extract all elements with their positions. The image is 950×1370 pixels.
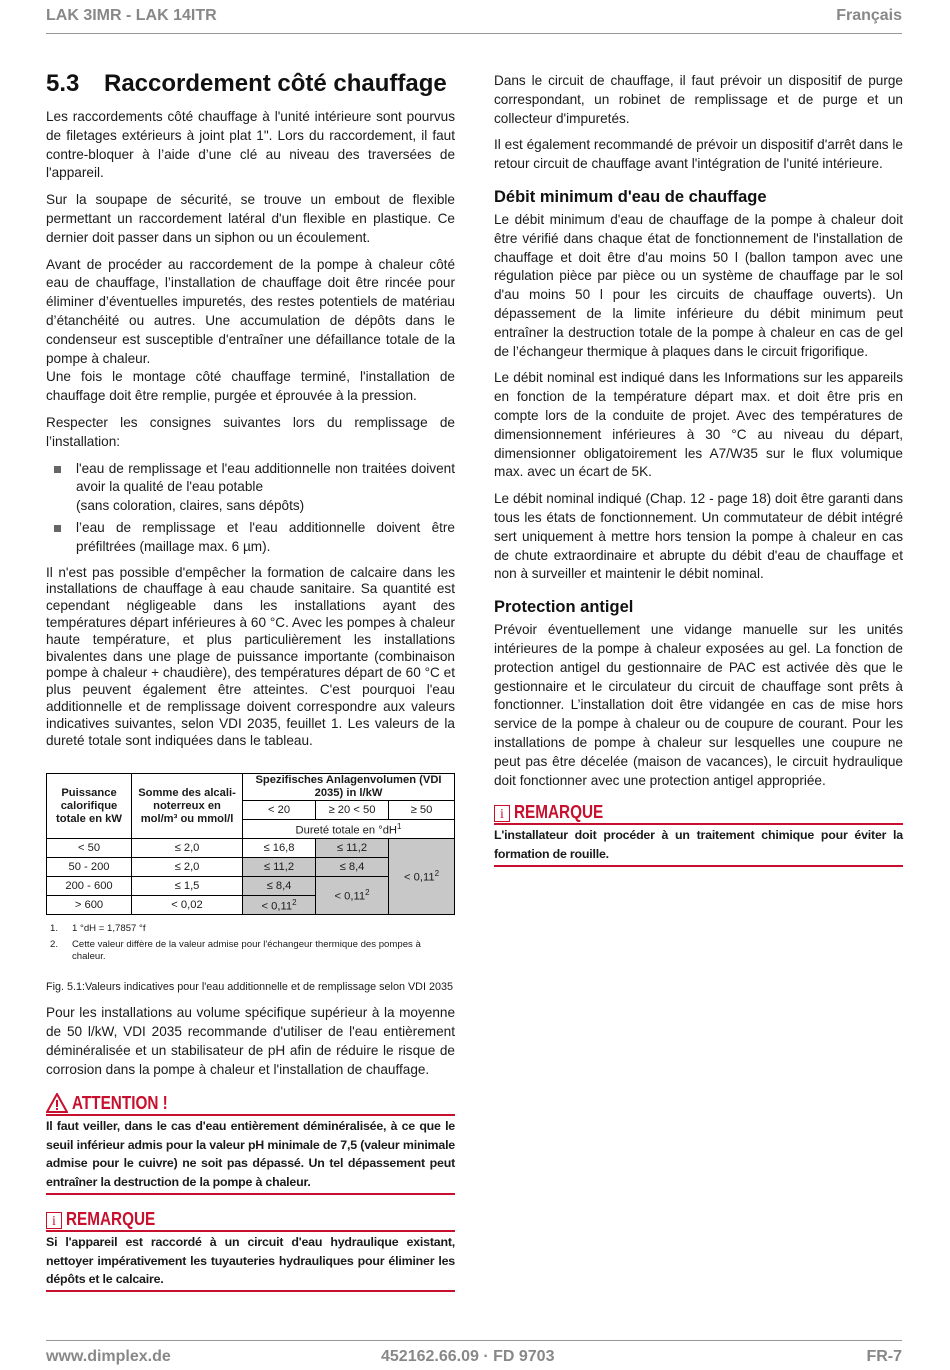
attention-box	[46, 1093, 455, 1195]
table-cell: ≤ 2,0	[132, 839, 243, 858]
footnote	[46, 923, 455, 935]
list-item-text: l’eau de remplissage et l'eau additionnelle doivent être préfiltrées (maillage max. 6 µm).	[76, 519, 455, 554]
bullet-list	[46, 460, 455, 557]
left-column	[46, 70, 455, 1292]
header-language: Français	[836, 7, 902, 24]
footnote-number: 1.	[50, 923, 59, 935]
footer-page-number: FR-7	[866, 1348, 902, 1365]
table-cell: < 0,02	[132, 896, 243, 915]
info-icon: i	[46, 1212, 62, 1229]
table-cell: > 600	[47, 896, 132, 915]
footnote-text: 1 °dH = 1,7857 °f	[72, 923, 146, 935]
remark-header	[494, 802, 903, 825]
table-cell: ≤ 8,4	[316, 858, 389, 877]
table-cell: ≤ 8,4	[243, 877, 316, 896]
square-bullet-icon	[54, 466, 61, 473]
paragraph: Prévoir éventuellement une vidange manuelle sur les unités intérieures de la pompe à chaleur exposées au gel. La fonction de protection antigel du gestionnaire de PAC est activée dès que le gestionnaire et le circulateur du circuit de chauffage sont prêts à fonctionner. L’installation doit être vidangée en cas de mise hors service de la pompe à chaleur ou de coupure de courant. Pour les installations de pompe à chaleur sur lesquelles une coupure ne peut pas être décelée (maison de vacances), le circuit hydraulique doit fonctionner avec une protection antigel appropriée.	[494, 622, 903, 788]
table-cell: ≤ 2,0	[132, 858, 243, 877]
hardness-label: Dureté totale en °dH	[295, 824, 398, 837]
footer-doc-number: 452162.66.09 · FD 9703	[381, 1348, 555, 1365]
figure-caption: Fig. 5.1:Valeurs indicatives pour l'eau additionnelle et de remplissage selon VDI 2035	[46, 981, 453, 994]
table-header-hardness	[243, 820, 455, 839]
table-cell: < 50	[47, 839, 132, 858]
remark-header	[46, 1209, 455, 1232]
footnote-number: 2.	[50, 939, 59, 951]
table-header-lt20: < 20	[243, 801, 316, 820]
table-header-specific-volume: Spezifisches Anlagenvolumen (VDI 2035) in l/kW	[243, 774, 455, 801]
attention-header	[46, 1093, 455, 1116]
table-cell: 50 - 200	[47, 858, 132, 877]
list-item	[46, 519, 455, 557]
attention-text: Il faut veiller, dans le cas d'eau entièrement déminéralisée, à ce que le seuil inférieur admis pour la valeur pH minimale de 7,5 (valeur minimale admise pour le cuivre) ne soit pas dépassé. Un tel dépassement peut entraîner la destruction de la pompe à chaleur.	[46, 1116, 455, 1195]
table-cell-merged	[316, 877, 389, 915]
list-item-text: (sans coloration, claires, sans dépôts)	[76, 498, 305, 514]
footer-divider	[46, 1340, 902, 1341]
subheading-antigel: Protection antigel	[494, 598, 634, 617]
remark-box	[46, 1209, 455, 1292]
footnotes	[46, 923, 455, 963]
paragraph: Il est également recommandé de prévoir un dispositif d'arrêt dans le retour circuit de chauffage avant l'intégration de l'unité intérieure.	[494, 137, 903, 172]
footnote-ref: 2	[365, 888, 370, 898]
remark-title: REMARQUE	[514, 802, 604, 823]
right-column	[494, 72, 903, 867]
remark-title: REMARQUE	[66, 1209, 156, 1230]
table-header-ge50: ≥ 50	[389, 801, 455, 820]
paragraph: Pour les installations au volume spécifique supérieur à la moyenne de 50 l/kW, VDI 2035 recommande d'utiliser de l'eau entièrement déminéralisée et un stabilisateur de pH afin de réduire le risque de corrosion dans la pompe à chaleur et l'installation de chauffage.	[46, 1005, 455, 1077]
remark-text: Si l'appareil est raccordé à un circuit d'eau hydraulique existant, nettoyer impérativement les tuyauteries hydrauliques pour éliminer les dépôts et le calcaire.	[46, 1232, 455, 1292]
paragraph: Il n'est pas possible d'empêcher la formation de calcaire dans les installations de chauffage à eau chaude sanitaire. Sa quantité est cependant négligeable dans les installations ayant des températures départ inférieures à 60 °C. Avec les pompes à chaleur haute température, et plus particulièrement les installations bivalentes dans une plage de puissance importante (combinaison pompe à chaleur + chaudière), des températures départ de 60 °C et plus peuvent également être atteintes. C'est pourquoi l'eau additionnelle et de remplissage doivent correspondre aux valeurs indicatives suivantes, selon VDI 2035, feuillet 1. Les valeurs de la dureté totale sont indiquées dans le tableau.	[46, 564, 455, 748]
paragraph: Le débit minimum d'eau de chauffage de la pompe à chaleur doit être vérifié dans chaque état de fonctionnement de l'installation de chauffage et doit être d'au moins 50 l (ballon tampon avec une régulation pièce par pièce ou un système de chauffage par le sol d'au moins 50 l pour les circuits de chauffage ouverts). Un dépassement de la limite inférieure du débit minimum peut entraîner la destruction totale de la pompe à chaleur en cas de gel de l’échangeur thermique à plaques dans le circuit frigorifique.	[494, 211, 903, 359]
paragraph: Respecter les consignes suivantes lors du remplissage de l’installation:	[46, 414, 455, 449]
table-header-20-50: ≥ 20 < 50	[316, 801, 389, 820]
square-bullet-icon	[54, 525, 61, 532]
list-item	[46, 460, 455, 516]
section-title: Raccordement côté chauffage	[104, 70, 447, 97]
paragraph: Le débit nominal est indiqué dans les Informations sur les appareils en fonction de la température départ max. et doit être pris en compte lors de la conduite de projet. Avec des températures de dimensionnement inférieures à 30 °C au niveau du départ, dimensionner obligatoirement les A7/W35 sur le flux volumique max. avec un écart de 5K.	[494, 370, 903, 480]
table-row	[47, 839, 455, 858]
paragraph: Avant de procéder au raccordement de la pompe à chaleur côté eau de chauffage, l’installation de chauffage doit être rincée pour éliminer d’éventuelles impuretés, des restes potentiels de matériau d’étanchéité ou autres. Une accumulation de dépôts dans le condenseur est susceptible d'entraîner une défaillance totale de la pompe à chaleur.	[46, 256, 455, 366]
table-cell: ≤ 11,2	[243, 858, 316, 877]
remark-box	[494, 802, 903, 867]
table-cell: ≤ 11,2	[316, 839, 389, 858]
table-cell: 200 - 600	[47, 877, 132, 896]
footer-website[interactable]: www.dimplex.de	[46, 1348, 171, 1365]
warning-triangle-icon	[46, 1093, 68, 1113]
merged-value: < 0,11	[403, 872, 435, 885]
header-divider	[46, 33, 902, 34]
attention-title: ATTENTION !	[72, 1093, 168, 1114]
footnote-ref: 2	[434, 869, 440, 879]
footnote	[46, 939, 455, 963]
vdi-table	[46, 773, 455, 915]
footnote-text: Cette valeur diffère de la valeur admise pour l'échangeur thermique des pompes à chaleur.	[72, 939, 421, 963]
merged-value: < 0,11	[334, 891, 366, 904]
list-item-text: l'eau de remplissage et l'eau additionnelle non traitées doivent avoir la qualité de l'eau potable	[76, 460, 455, 495]
info-icon: i	[494, 805, 510, 822]
table-cell	[243, 896, 316, 915]
paragraph: Le débit nominal indiqué (Chap. 12 - page 18) doit être garanti dans tous les états de fonctionnement. Un commutateur de débit intégré sert uniquement à mettre hors tension la pompe à chaleur en cas de chute extraordinaire et abrupte du débit d'eau de chauffage et non à surveiller et maintenir le débit nominal.	[494, 491, 903, 582]
remark-text: L'installateur doit procéder à un traitement chimique pour éviter la formation de rouille.	[494, 825, 903, 867]
paragraph: Une fois le montage côté chauffage terminé, l'installation de chauffage doit être remplie, purgée et éprouvée à la pression.	[46, 369, 455, 404]
header-model: LAK 3IMR - LAK 14ITR	[46, 7, 217, 24]
table-header-power: Puissance calorifique totale en kW	[47, 774, 132, 839]
section-number: 5.3	[46, 70, 80, 97]
table-cell: ≤ 16,8	[243, 839, 316, 858]
footnote-ref: 1	[397, 821, 402, 831]
paragraph: Dans le circuit de chauffage, il faut prévoir un dispositif de purge correspondant, un robinet de remplissage et de purge et un collecteur d'impuretés.	[494, 73, 903, 126]
table-cell-merged	[389, 839, 455, 915]
table-cell: ≤ 1,5	[132, 877, 243, 896]
paragraph: Sur la soupape de sécurité, se trouve un embout de flexible permettant un raccordement latéral d'un flexible en plastique. Ce dernier doit passer dans un siphon ou un écoulement.	[46, 192, 455, 245]
paragraph: Les raccordements côté chauffage à l'unité intérieure sont pourvus de filetages extérieurs à joint plat 1". Lors du raccordement, il faut contre-bloquer à l’aide d’une clé au niveau des traversées de l'appareil.	[46, 109, 455, 181]
cell-value: < 0,11	[261, 900, 293, 913]
subheading-debit: Débit minimum d'eau de chauffage	[494, 187, 767, 206]
footnote-ref: 2	[292, 897, 297, 907]
table-header-alkaline: Somme des alcali-noterreux en mol/m³ ou mmol/l	[132, 774, 243, 839]
section-heading	[46, 70, 455, 98]
